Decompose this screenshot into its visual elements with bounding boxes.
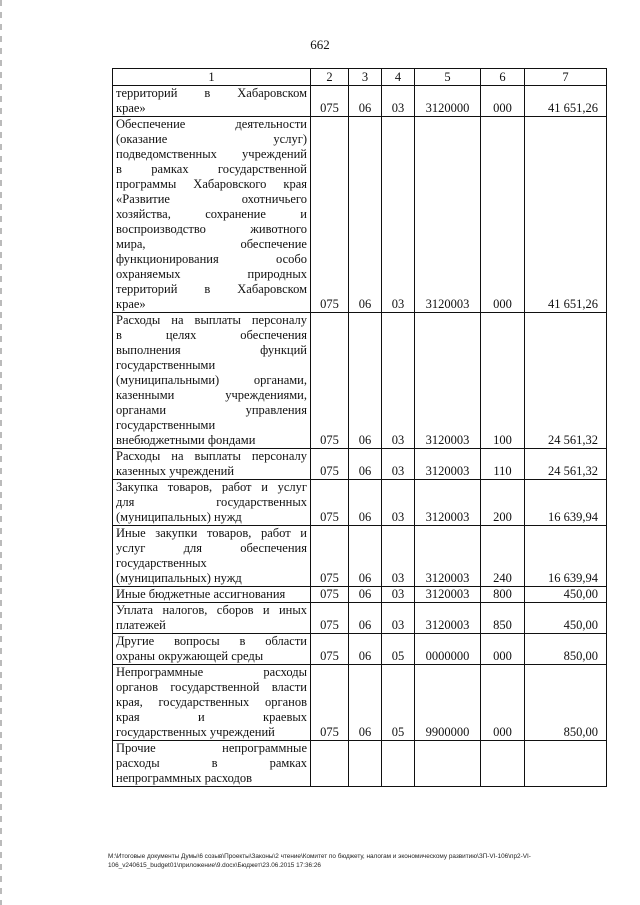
code-target-cell: 3120000: [415, 86, 481, 117]
row-name-line: государственных: [116, 556, 207, 570]
code-target-cell: 9900000: [415, 665, 481, 741]
code-expense-type-cell: 000: [481, 86, 525, 117]
row-name-line: Обеспечение деятельности: [116, 117, 307, 131]
row-name-line: воспроизводство животного: [116, 222, 307, 236]
amount-cell: 41 651,26: [525, 117, 607, 313]
row-name-line: Непрограммные расходы: [116, 665, 307, 679]
code-subsection-cell: 05: [382, 634, 415, 665]
row-name-line: функционирования особо: [116, 252, 307, 266]
row-name-cell: [113, 480, 311, 526]
budget-table: [112, 68, 607, 787]
code-section-cell: 06: [349, 480, 382, 526]
row-name-line: для государственных: [116, 495, 307, 509]
code-target-cell: 3120003: [415, 526, 481, 587]
row-name-line: Другие вопросы в области: [116, 634, 307, 648]
code-section-cell: 06: [349, 117, 382, 313]
row-name-cell: [113, 86, 311, 117]
code-subsection-cell: [382, 741, 415, 787]
code-expense-type-cell: 850: [481, 603, 525, 634]
scan-edge: [0, 0, 2, 905]
row-name-cell: [113, 603, 311, 634]
file-path-footer: [108, 852, 613, 870]
row-name-line: государственных учреждений: [116, 725, 275, 739]
row-name-line: в целях обеспечения: [116, 328, 307, 342]
code-section-cell: 06: [349, 634, 382, 665]
row-name-line: (муниципальных) нужд: [116, 510, 242, 524]
code-subsection-cell: 03: [382, 587, 415, 603]
row-name-line: внебюджетными фондами: [116, 433, 256, 447]
code-admin-cell: 075: [311, 480, 349, 526]
table-row: [113, 313, 607, 449]
amount-cell: 16 639,94: [525, 480, 607, 526]
row-name-line: (оказание услуг): [116, 132, 307, 146]
row-name-line: охраны окружающей среды: [116, 649, 264, 663]
footer-line: 106_v240615_budget01\приложение\9.docx\Бюджет\23.06.2015 17:36:26: [108, 862, 321, 869]
code-target-cell: 3120003: [415, 603, 481, 634]
code-section-cell: 06: [349, 665, 382, 741]
table-body: [113, 69, 607, 787]
table-row: [113, 86, 607, 117]
row-name-line: Иные бюджетные ассигнования: [116, 587, 286, 601]
code-section-cell: [349, 741, 382, 787]
amount-cell: 450,00: [525, 603, 607, 634]
code-target-cell: 3120003: [415, 449, 481, 480]
row-name-line: платежей: [116, 618, 166, 632]
row-name-line: крае»: [116, 297, 146, 311]
code-target-cell: 3120003: [415, 480, 481, 526]
amount-cell: [525, 741, 607, 787]
code-expense-type-cell: 100: [481, 313, 525, 449]
column-header: 4: [382, 69, 415, 86]
row-name-line: казенными учреждениями,: [116, 388, 307, 402]
code-section-cell: 06: [349, 313, 382, 449]
table-row: [113, 480, 607, 526]
code-expense-type-cell: 000: [481, 634, 525, 665]
code-subsection-cell: 03: [382, 526, 415, 587]
row-name-line: непрограммных расходов: [116, 771, 252, 785]
row-name-line: казенных учреждений: [116, 464, 235, 478]
column-header: 5: [415, 69, 481, 86]
row-name-line: (муниципальных) нужд: [116, 571, 242, 585]
code-target-cell: 3120003: [415, 117, 481, 313]
code-admin-cell: 075: [311, 526, 349, 587]
code-section-cell: 06: [349, 449, 382, 480]
table-row: [113, 117, 607, 313]
table-row: [113, 634, 607, 665]
row-name-line: подведомственных учреждений: [116, 147, 307, 161]
code-admin-cell: 075: [311, 603, 349, 634]
row-name-line: выполнения функций: [116, 343, 307, 357]
row-name-cell: [113, 117, 311, 313]
code-target-cell: [415, 741, 481, 787]
table-row: [113, 603, 607, 634]
row-name-line: Иные закупки товаров, работ и: [116, 526, 307, 540]
row-name-line: территорий в Хабаровском: [116, 86, 307, 100]
amount-cell: 450,00: [525, 587, 607, 603]
row-name-line: Закупка товаров, работ и услуг: [116, 480, 307, 494]
code-expense-type-cell: 200: [481, 480, 525, 526]
column-header: 3: [349, 69, 382, 86]
row-name-line: государственными: [116, 358, 216, 372]
row-name-cell: [113, 741, 311, 787]
table-row: [113, 587, 607, 603]
code-admin-cell: [311, 741, 349, 787]
code-section-cell: 06: [349, 603, 382, 634]
code-subsection-cell: 05: [382, 665, 415, 741]
row-name-cell: [113, 449, 311, 480]
code-section-cell: 06: [349, 86, 382, 117]
code-subsection-cell: 03: [382, 603, 415, 634]
code-subsection-cell: 03: [382, 117, 415, 313]
amount-cell: 16 639,94: [525, 526, 607, 587]
row-name-line: края и краевых: [116, 710, 307, 724]
row-name-line: Расходы на выплаты персоналу: [116, 313, 307, 327]
code-expense-type-cell: [481, 741, 525, 787]
code-admin-cell: 075: [311, 587, 349, 603]
code-expense-type-cell: 000: [481, 665, 525, 741]
amount-cell: 850,00: [525, 634, 607, 665]
code-subsection-cell: 03: [382, 86, 415, 117]
code-section-cell: 06: [349, 587, 382, 603]
row-name-cell: [113, 665, 311, 741]
amount-cell: 24 561,32: [525, 449, 607, 480]
column-header: 6: [481, 69, 525, 86]
code-admin-cell: 075: [311, 449, 349, 480]
code-target-cell: 0000000: [415, 634, 481, 665]
row-name-line: крае»: [116, 101, 146, 115]
amount-cell: 850,00: [525, 665, 607, 741]
row-name-cell: [113, 587, 311, 603]
row-name-line: органов государственной власти: [116, 680, 307, 694]
footer-line: М:\Итоговые документы Думы\6 созыв\Проекты\Законы\2 чтение\Комитет по бюджету, налогам и экономическому развитию\ЗП-VI-106\пр2-VI-: [108, 853, 531, 860]
table-row: [113, 449, 607, 480]
code-subsection-cell: 03: [382, 480, 415, 526]
row-name-line: «Развитие охотничьего: [116, 192, 307, 206]
row-name-line: охраняемых природных: [116, 267, 307, 281]
table-row: [113, 526, 607, 587]
row-name-line: услуг для обеспечения: [116, 541, 307, 555]
column-header: 7: [525, 69, 607, 86]
column-header: 1: [113, 69, 311, 86]
row-name-line: территорий в Хабаровском: [116, 282, 307, 296]
row-name-line: органами управления: [116, 403, 307, 417]
table-row: [113, 665, 607, 741]
row-name-line: (муниципальными) органами,: [116, 373, 307, 387]
row-name-line: Уплата налогов, сборов и иных: [116, 603, 307, 617]
row-name-line: программы Хабаровского края: [116, 177, 307, 191]
code-admin-cell: 075: [311, 313, 349, 449]
code-subsection-cell: 03: [382, 449, 415, 480]
row-name-line: Прочие непрограммные: [116, 741, 307, 755]
code-subsection-cell: 03: [382, 313, 415, 449]
row-name-line: расходы в рамках: [116, 756, 307, 770]
row-name-line: края, государственных органов: [116, 695, 307, 709]
code-admin-cell: 075: [311, 634, 349, 665]
row-name-line: в рамках государственной: [116, 162, 307, 176]
column-header: 2: [311, 69, 349, 86]
code-expense-type-cell: 800: [481, 587, 525, 603]
page-number: 662: [310, 37, 330, 52]
row-name-cell: [113, 526, 311, 587]
code-admin-cell: 075: [311, 117, 349, 313]
code-section-cell: 06: [349, 526, 382, 587]
code-admin-cell: 075: [311, 86, 349, 117]
code-target-cell: 3120003: [415, 587, 481, 603]
code-admin-cell: 075: [311, 665, 349, 741]
row-name-line: мира, обеспечение: [116, 237, 307, 251]
code-expense-type-cell: 000: [481, 117, 525, 313]
header-row: [113, 69, 607, 86]
row-name-line: Расходы на выплаты персоналу: [116, 449, 307, 463]
code-expense-type-cell: 110: [481, 449, 525, 480]
table-row: [113, 741, 607, 787]
amount-cell: 24 561,32: [525, 313, 607, 449]
amount-cell: 41 651,26: [525, 86, 607, 117]
row-name-line: хозяйства, сохранение и: [116, 207, 307, 221]
row-name-line: государственными: [116, 418, 216, 432]
code-target-cell: 3120003: [415, 313, 481, 449]
code-expense-type-cell: 240: [481, 526, 525, 587]
row-name-cell: [113, 634, 311, 665]
row-name-cell: [113, 313, 311, 449]
